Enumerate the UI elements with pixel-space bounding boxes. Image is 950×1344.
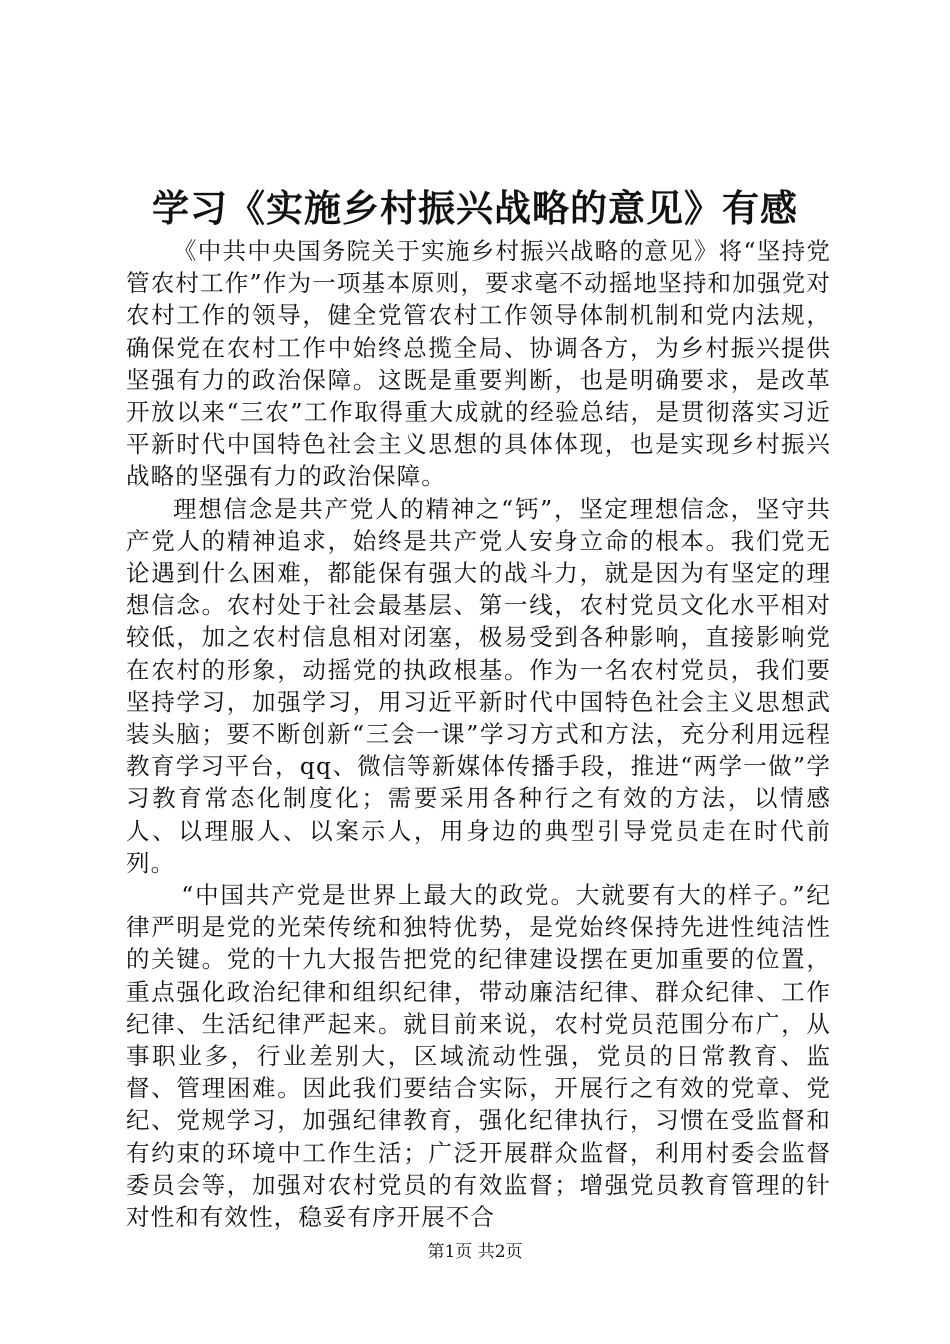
paragraph-1: 《中共中央国务院关于实施乡村振兴战略的意见》将“坚持党管农村工作”作为一项基本原则，要求毫不动摇地坚持和加强党对农村工作的领导，健全党管农村工作领导体制机制和党内法规，确保党在农村工作中始终总揽全局、协调各方，为乡村振兴提供坚强有力的政治保障。这既是重要判断，也是明确要求，是改革开放以来“三农”工作取得重大成就的经验总结，是贯彻落实习近平新时代中国特色社会主义思想的具体体现，也是实现乡村振兴战略的坚强有力的政治保障。 bbox=[126, 237, 831, 491]
paragraph-2: 理想信念是共产党人的精神之“钙”，坚定理想信念，坚守共产党人的精神追求，始终是共产党人安身立命的根本。我们党无论遇到什么困难，都能保有强大的战斗力，就是因为有坚定的理想信念。农村处于社会最基层、第一线，农村党员文化水平相对较低，加之农村信息相对闭塞，极易受到各种影响，直接影响党在农村的形象，动摇党的执政根基。作为一名农村党员，我们要坚持学习，加强学习，用习近平新时代中国特色社会主义思想武装头脑；要不断创新“三会一课”学习方式和方法，充分利用远程教育学习平台，qq、微信等新媒体传播手段，推进“两学一做”学习教育常态化制度化；需要采用各种行之有效的方法，以情感人、以理服人、以案示人，用身边的典型引导党员走在时代前列。 bbox=[126, 494, 831, 877]
paragraph-3: “中国共产党是世界上最大的政党。大就要有大的样子。”纪律严明是党的光荣传统和独特优势，是党始终保持先进性纯洁性的关键。党的十九大报告把党的纪律建设摆在更加重要的位置，重点强化政治纪律和组织纪律，带动廉洁纪律、群众纪律、工作纪律、生活纪律严起来。就目前来说，农村党员范围分布广，从事职业多，行业差别大，区域流动性强，党员的日常教育、监督、管理困难。因此我们要结合实际，开展行之有效的党章、党纪、党规学习，加强纪律教育，强化纪律执行，习惯在受监督和有约束的环境中工作生活；广泛开展群众监督，利用村委会监督委员会等，加强对农村党员的有效监督；增强党员教育管理的针对性和有效性，稳妥有序开展不合 bbox=[126, 881, 831, 1232]
document-body bbox=[126, 235, 831, 1233]
page-number-footer: 第1页 共2页 bbox=[427, 1242, 523, 1262]
document-title: 学习《实施乡村振兴战略的意见》有感 bbox=[152, 186, 798, 230]
